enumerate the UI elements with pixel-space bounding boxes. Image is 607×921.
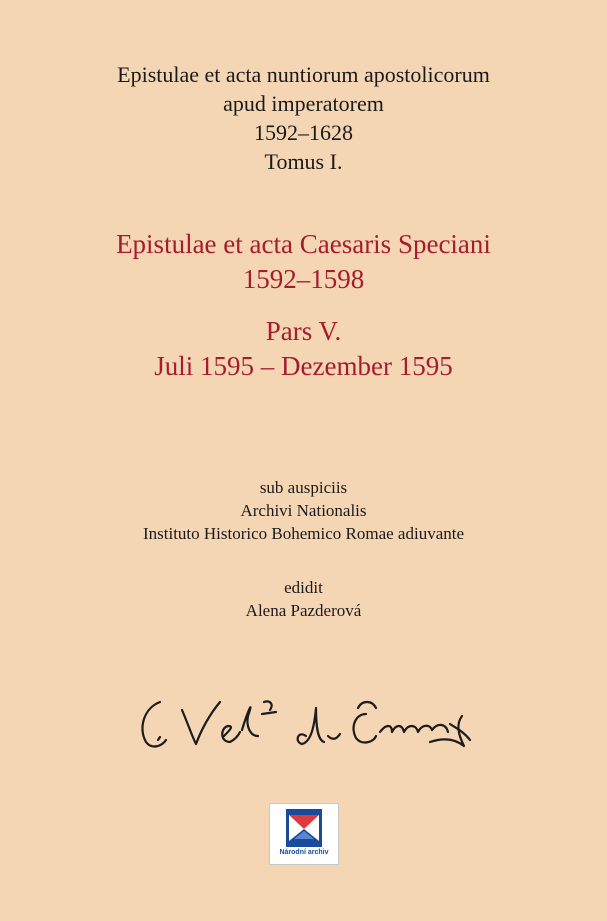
series-title <box>0 60 607 176</box>
series-title-line: Epistulae et acta nuntiorum apostolicorum <box>117 62 490 87</box>
part-date-range: Juli 1595 – Dezember 1595 <box>154 351 453 381</box>
main-title <box>0 227 607 297</box>
series-title-line: apud imperatorem <box>223 91 384 116</box>
auspices-line: sub auspiciis <box>259 478 348 497</box>
editor-name: Alena Pazderová <box>245 601 362 620</box>
auspices-block <box>0 476 607 545</box>
part-number: Pars V. <box>265 316 342 346</box>
volume-number: Tomus I. <box>264 149 343 174</box>
part-title <box>0 314 607 384</box>
publisher-logo <box>269 803 339 865</box>
auspices-line: Archivi Nationalis <box>240 501 367 520</box>
handwritten-signature <box>130 680 490 760</box>
main-title-line: Epistulae et acta Caesaris Speciani <box>116 229 491 259</box>
publisher-name: Národní archiv <box>279 849 329 856</box>
editor-label: edidit <box>284 578 323 597</box>
national-archive-emblem-icon <box>286 809 322 847</box>
series-years: 1592–1628 <box>254 120 353 145</box>
editor-block <box>0 576 607 622</box>
auspices-line: Instituto Historico Bohemico Romae adiuvante <box>142 524 465 543</box>
main-title-years: 1592–1598 <box>242 264 365 294</box>
